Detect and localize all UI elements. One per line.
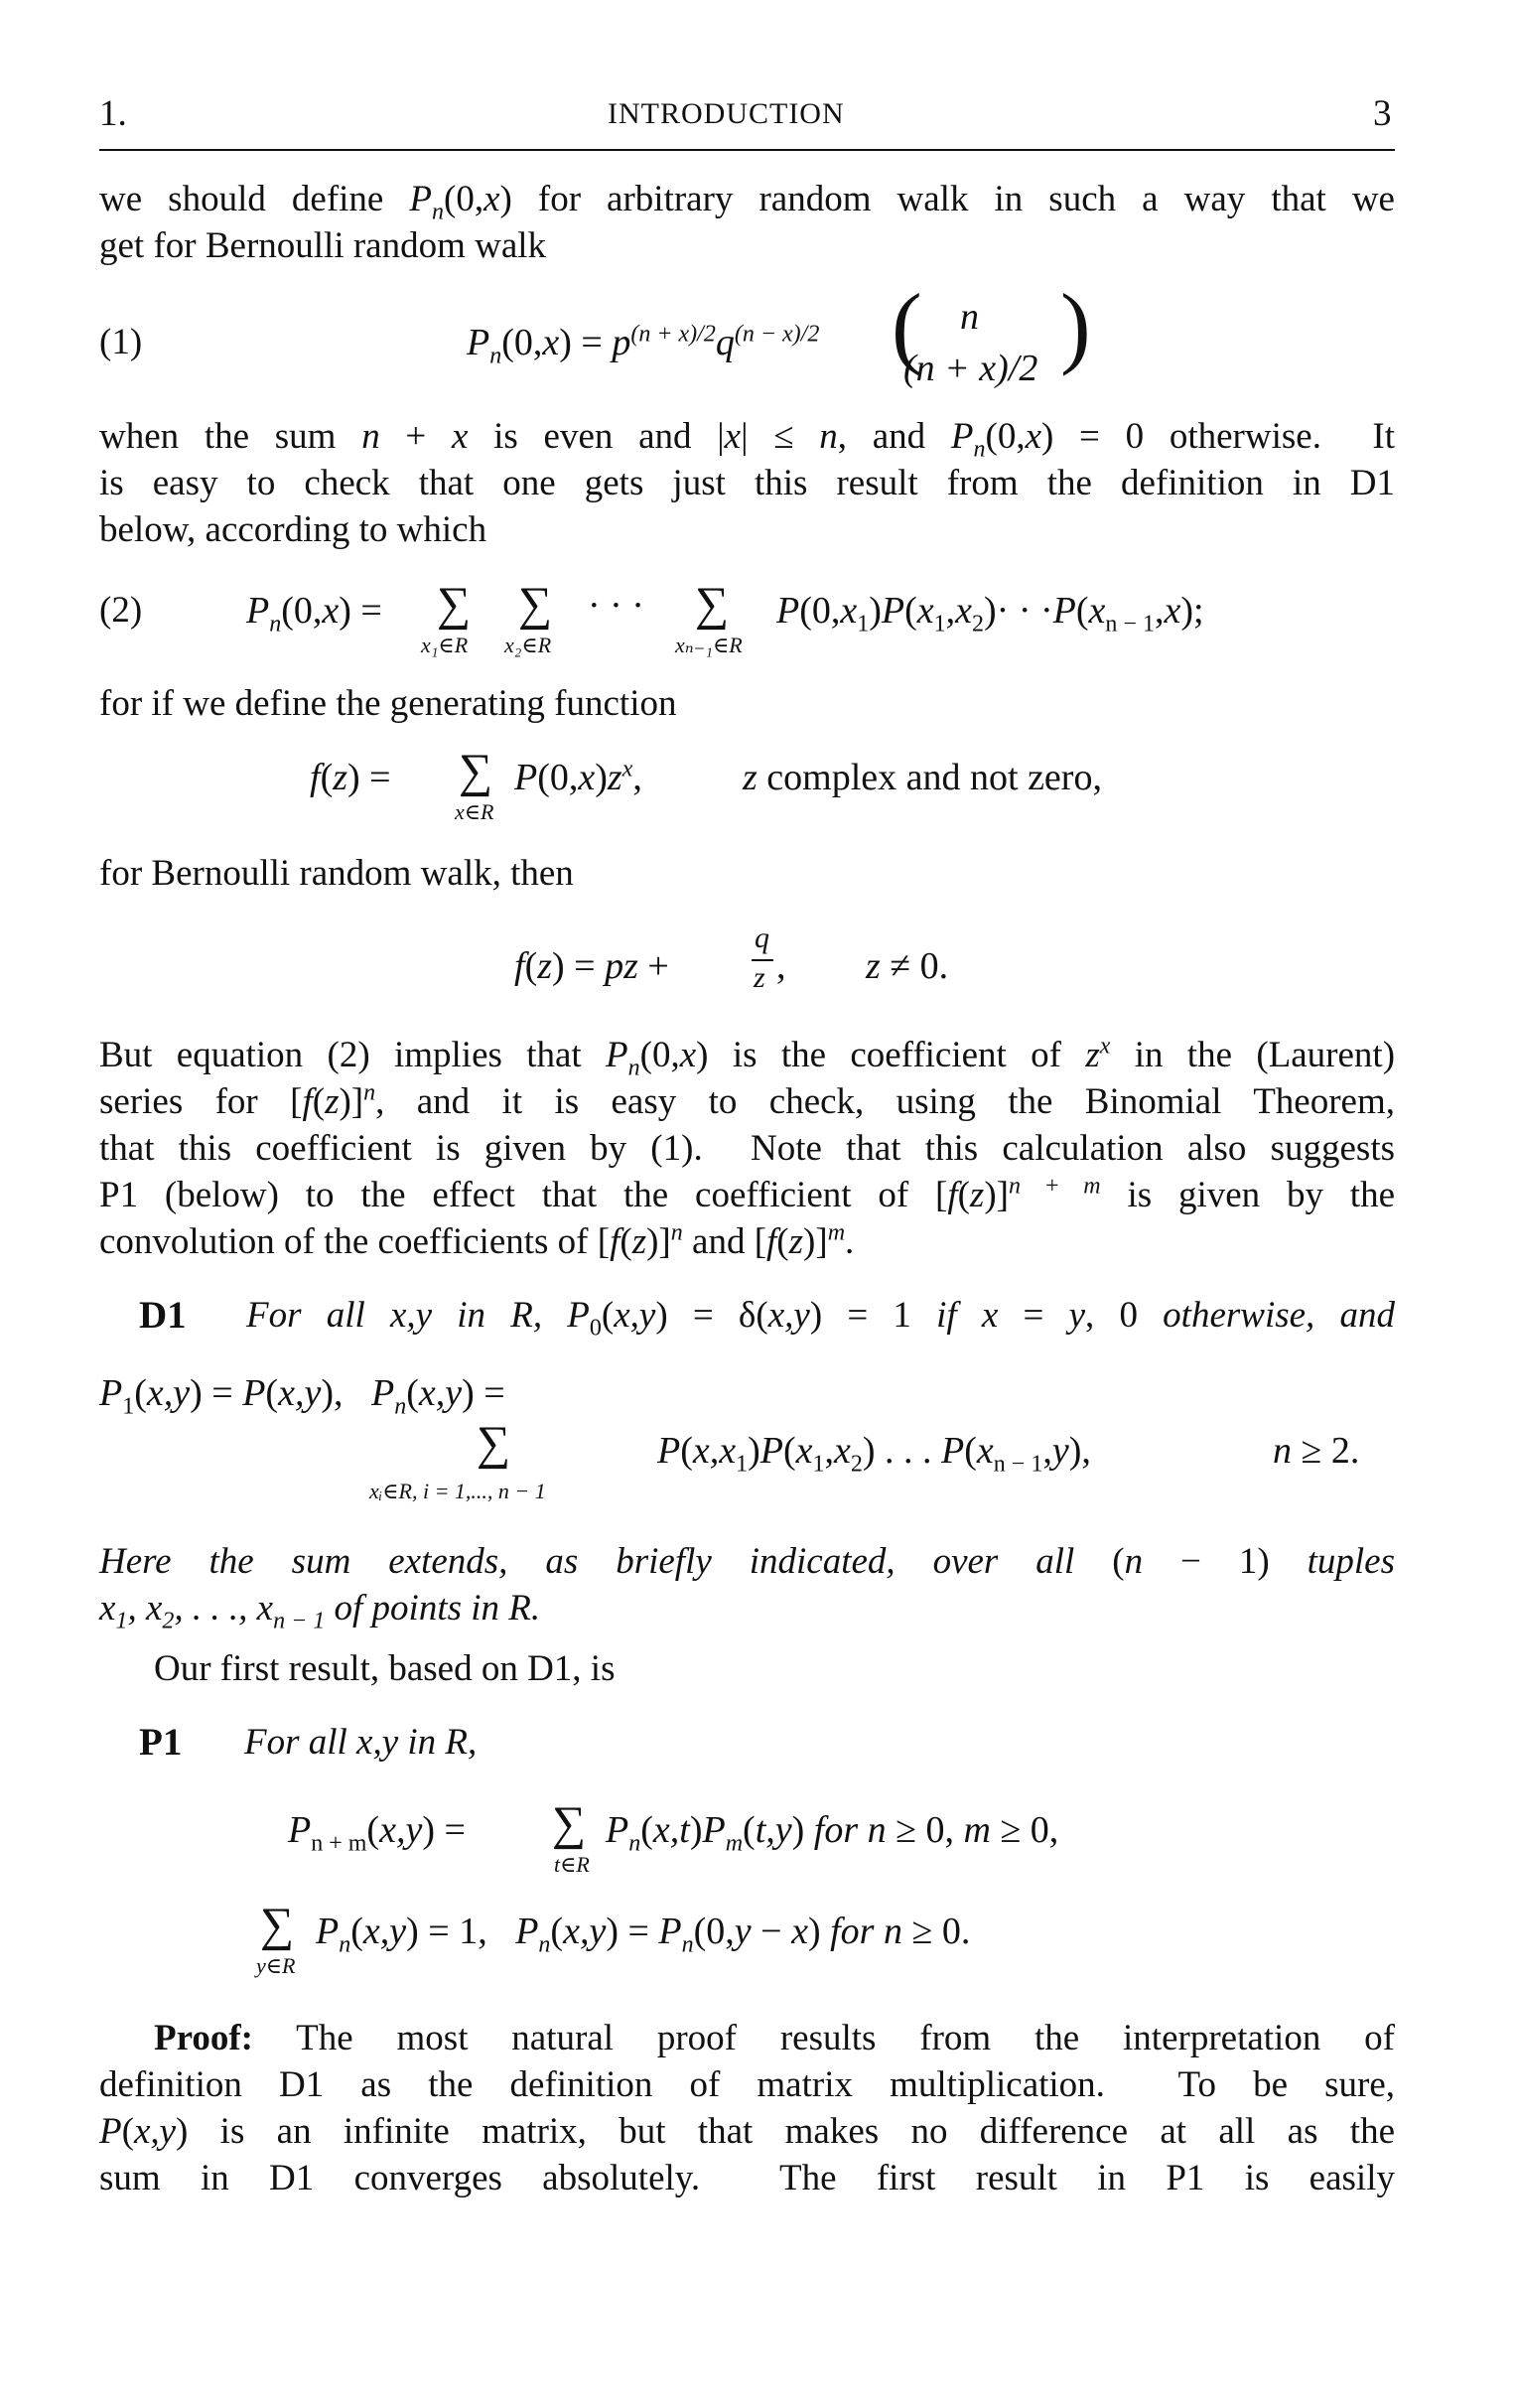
p1-label: P1	[139, 1721, 183, 1764]
eq3-sum: ∑	[459, 745, 493, 797]
eq2-sum3: ∑	[695, 578, 730, 631]
p1-eq-a-index: t∈R	[554, 1852, 590, 1877]
proof-line1	[154, 2016, 1395, 2061]
d1-line1: For all x,y in R, $P_0(x,y) = \delta(x,y) = 1$ if x = y, 0 otherwise, and	[246, 1295, 1396, 1342]
proof-label: Proof:	[154, 2018, 253, 2058]
para3: for if we define the generating function	[99, 683, 677, 724]
eq2-sum1-index: x₁∈R	[421, 633, 469, 657]
para2-line2: is easy to check that one gets just this result from the definition in D1	[99, 463, 1395, 503]
para5-line5: convolution of the coefficients of $[f(z)]^n$ and $[f(z)]^m$.	[99, 1219, 855, 1262]
eq4-condition: z ≠ 0.	[866, 945, 949, 987]
para2-line3: below, according to which	[99, 509, 487, 550]
para1-line1: we should define $P_n(0,x)$ for arbitrary random walk in such a way that we	[99, 179, 1395, 225]
d1-sum-index: xᵢ∈R, i = 1,..., n − 1	[369, 1479, 546, 1503]
p1-eq-a-rhs: $P_n(x,t)P_m(t,y)$ for n ≥ 0, m ≥ 0,	[606, 1809, 1059, 1857]
p1-eq-b-index: y∈R	[256, 1953, 296, 1978]
proof-line3: P(x,y) is an infinite matrix, but that makes no difference at all as the	[99, 2111, 1395, 2152]
running-title: INTRODUCTION	[608, 97, 845, 130]
eq4-frac-num: q	[755, 921, 769, 954]
p1-eq-a-sum: ∑	[552, 1797, 587, 1850]
eq1-right-paren: )	[1060, 275, 1091, 376]
d1-sum: ∑	[477, 1417, 511, 1470]
proof-line4: sum in D1 converges absolutely. The first result in P1 is easily	[99, 2158, 1395, 2198]
eq2-sum2: ∑	[518, 578, 553, 631]
proof-line1-text: The most natural proof results from the interpretation of	[296, 2018, 1395, 2058]
eq3-rhs: $P(0,x)z^x$,	[514, 756, 642, 798]
d1-line2: $P_1(x,y) = P(x,y)$, $P_n(x,y)$ =	[99, 1372, 505, 1420]
p1-eq-b-sum: ∑	[260, 1899, 295, 1951]
eq1-binom-top: n	[960, 296, 979, 338]
eq3-lhs: f(z) =	[310, 757, 391, 798]
para5-line2: series for $[f(z)]^n$, and it is easy to check, using the Binomial Theorem,	[99, 1079, 1395, 1122]
eq1-label: (1)	[99, 322, 143, 362]
eq4-frac-den: z	[754, 961, 765, 994]
proof-line2: definition D1 as the definition of matrix multiplication. To be sure,	[99, 2064, 1395, 2105]
para6: Our first result, based on D1, is	[154, 1648, 616, 1689]
eq2-lhs: $P_n(0,x)$ =	[246, 590, 382, 637]
p1-eq-a-lhs: $P_{n + m}(x,y)$ =	[288, 1809, 466, 1857]
eq2-sum3-index: xₙ₋₁∈R	[675, 633, 743, 657]
para5-line1: But equation (2) implies that $P_n(0,x)$ is the coefficient of $z^x$ in the (Laurent)	[99, 1033, 1396, 1081]
d1-label: D1	[139, 1294, 187, 1337]
d1-note1: Here the sum extends, as briefly indicated, over all (n − 1) tuples	[99, 1541, 1395, 1582]
d1-note2: $x_1$, $x_2$, . . ., $x_{n - 1}$ of points in R.	[99, 1588, 541, 1634]
chapter-number: 1.	[99, 93, 127, 134]
para5-line3: that this coefficient is given by (1). Note that this calculation also suggests	[99, 1128, 1395, 1169]
header-rule	[99, 149, 1395, 151]
p1-statement: For all x,y in R,	[244, 1722, 478, 1763]
para2-line1: when the sum n + x is even and |x| ≤ n, and $P_n(0,x) = 0$ otherwise. It	[99, 416, 1395, 463]
eq3-index: x∈R	[455, 799, 494, 824]
eq4-comma: ,	[776, 945, 786, 987]
p1-eq-b-rhs: $P_n(x,y) = 1$, $P_n(x,y) = P_n(0,y - x)$ for n ≥ 0.	[316, 1911, 971, 1958]
page-number: 3	[1373, 93, 1392, 134]
para5-line4: P1 (below) to the effect that the coefficient of $[f(z)]^{n + m}$ is given by the	[99, 1173, 1395, 1215]
eq2-sum2-index: x₂∈R	[504, 633, 552, 657]
para1-line2: get for Bernoulli random walk	[99, 225, 547, 266]
eq2-label: (2)	[99, 590, 143, 631]
eq1-left-paren: (	[892, 275, 922, 376]
para4: for Bernoulli random walk, then	[99, 853, 574, 894]
eq4-expr: f(z) = pz +	[514, 945, 669, 987]
eq2-sum1: ∑	[437, 578, 472, 631]
eq1-binom-bottom: (n + x)/2	[903, 348, 1038, 389]
d1-sum-rhs: $P(x,x_1)P(x_1,x_2)$ . . . $P(x_{n - 1},y)$,	[657, 1430, 1091, 1478]
eq2-dots: · · ·	[588, 585, 644, 627]
eq3-condition: z complex and not zero,	[743, 757, 1102, 798]
eq1-body: $P_n(0,x) = p^{(n + x)/2}q^{(n - x)/2}$	[467, 321, 820, 369]
eq2-rhs: $P(0,x_1)P(x_1,x_2)\cdot \cdot \cdot P(x_{n - 1},x)$;	[776, 590, 1204, 637]
d1-condition: n ≥ 2.	[1273, 1430, 1360, 1472]
